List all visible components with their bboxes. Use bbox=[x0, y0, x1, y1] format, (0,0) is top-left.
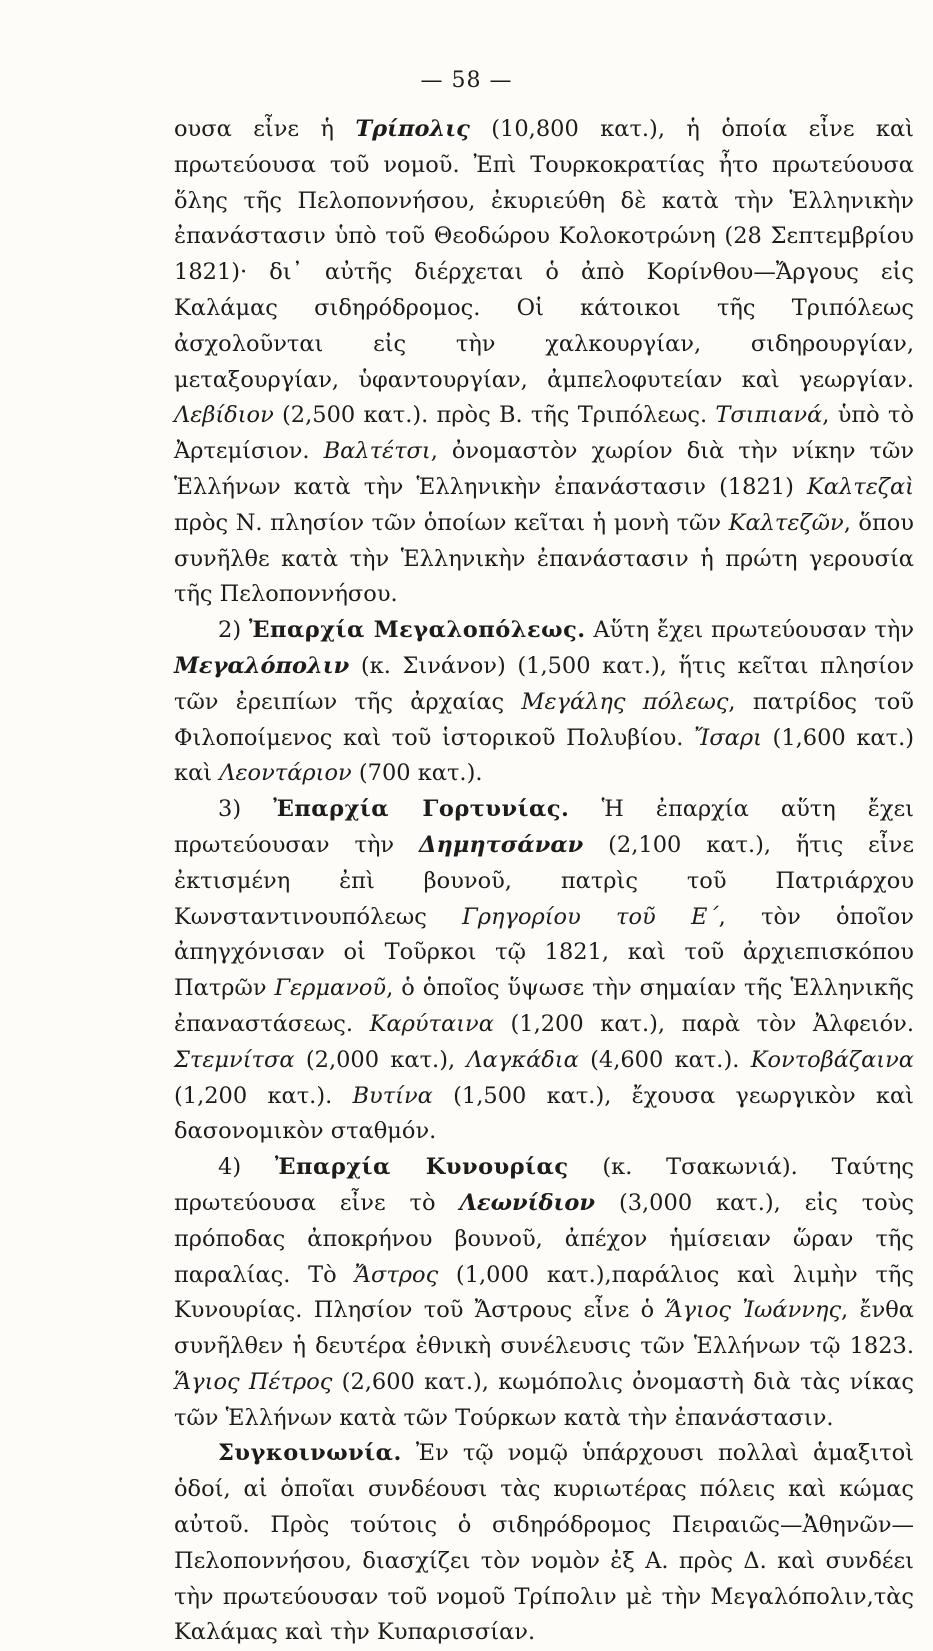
place-name: Γρηγορίου τοῦ Ε΄ bbox=[462, 903, 719, 930]
text-run: (1,500 κατ.), ἔχουσα γεωργικὸν καὶ δασονομικὸν σταθμόν. bbox=[174, 1082, 914, 1145]
place-name: Καρύταινα bbox=[369, 1010, 494, 1037]
text-run: Αὕτη ἔχει πρωτεύουσαν τὴν bbox=[585, 617, 915, 644]
place-name: Ἴσαρι bbox=[694, 724, 762, 751]
paragraph-transport bbox=[174, 1436, 914, 1651]
place-name: Μεγάλης πόλεως bbox=[521, 688, 729, 715]
place-name: Τσιπιανά bbox=[715, 402, 823, 429]
text-run: , ὁ ὁποῖος ὕψωσε τὴν σημαίαν τῆς Ἑλληνικῆς ἐπαναστάσεως. bbox=[174, 975, 915, 1037]
text-run: (2,000 κατ.), bbox=[294, 1046, 467, 1073]
place-name: Βαλτέτσι bbox=[323, 438, 431, 465]
text-run: (4,600 κατ.). bbox=[578, 1046, 751, 1073]
place-name: Λεβίδιον bbox=[174, 402, 274, 429]
text-run: (2,500 κατ.). πρὸς Β. τῆς Τριπόλεως. bbox=[273, 402, 716, 429]
text-run: , τὸν ὁποῖον ἀπηγχόνισαν οἱ Τοῦρκοι τῷ 1821, καὶ τοῦ ἀρχιεπισκόπου Πατρῶν bbox=[174, 903, 914, 1002]
text-run: (1,600 κατ.) καὶ bbox=[174, 724, 914, 787]
text-run: , ὅπου συνῆλθε κατὰ τὴν Ἑλληνικὴν ἐπανάστασιν ἡ πρώτη γερουσία τῆς Πελοποννήσου. bbox=[174, 509, 914, 608]
text-run: , ὀνομαστὸν χωρίον διὰ τὴν νίκην τῶν Ἑλλήνων κατὰ τὴν Ἑλληνικὴν ἐπανάστασιν (1821) bbox=[174, 438, 914, 500]
place-name: Ἄστρος bbox=[354, 1261, 439, 1288]
place-name: Καλτεζῶν bbox=[728, 509, 844, 536]
place-name: Κοντοβάζαινα bbox=[750, 1046, 914, 1073]
text-run: (2,100 κατ.), ἥτις εἶνε ἐκτισμένη ἐπὶ βουνοῦ, πατρὶς τοῦ Πατριάρχου Κωνσταντινουπόλεως bbox=[174, 831, 914, 930]
text-run: πρὸς Ν. πλησίον τῶν ὁποίων κεῖται ἡ μονὴ τῶν bbox=[174, 509, 729, 536]
text-run: 3) bbox=[218, 796, 274, 823]
place-name: Ἅγιος Πέτρος bbox=[174, 1368, 333, 1395]
page-number: — 58 — bbox=[420, 68, 513, 93]
text-run: (1,200 κατ.), παρὰ τὸν Ἀλφειόν. bbox=[493, 1010, 914, 1037]
text-run: 2) bbox=[218, 617, 249, 644]
text-run: Ἡ ἐπαρχία αὕτη ἔχει πρωτεύουσαν τὴν bbox=[174, 796, 914, 858]
place-name: Γερμανοῦ bbox=[274, 975, 387, 1002]
place-name: Λαγκάδια bbox=[466, 1046, 579, 1073]
place-name-main: Δημητσάναν bbox=[419, 831, 584, 858]
place-name: Ἅγιος Ἰωάννης bbox=[665, 1297, 842, 1324]
page-body bbox=[174, 112, 914, 1651]
text-run: (1,000 κατ.),παράλιος καὶ λιμὴν τῆς Κυνουρίας. Πλησίον τοῦ Ἄστρους εἶνε ὁ bbox=[174, 1261, 914, 1324]
text-run: (1,200 κατ.). bbox=[174, 1082, 353, 1109]
place-name-main: Τρίπολις bbox=[355, 116, 470, 142]
text-run: (κ. Σινάνον) (1,500 κατ.), ἥτις κεῖται πλησίον τῶν ἐρειπίων τῆς ἀρχαίας bbox=[174, 652, 914, 715]
place-name-main: Λεωνίδιον bbox=[459, 1189, 596, 1216]
text-run: 4) bbox=[218, 1154, 275, 1181]
text-run: (3,000 κατ.), εἰς τοὺς πρόποδας ἀποκρήνου βουνοῦ, ἀπέχον ἡμίσειαν ὥραν τῆς παραλίας. Τὸ bbox=[174, 1189, 914, 1288]
text-run: , ὑπὸ τὸ Ἀρτεμίσιον. bbox=[174, 402, 914, 465]
place-name: Λεοντάριον bbox=[219, 760, 352, 787]
text-run: (κ. Τσακωνιά). Ταύτης πρωτεύουσα εἶνε τὸ bbox=[174, 1154, 914, 1216]
place-name: Καλτεζαὶ bbox=[807, 473, 914, 500]
place-name: Βυτίνα bbox=[352, 1082, 433, 1109]
section-heading: Συγκοινωνία. bbox=[218, 1440, 402, 1467]
paragraph-megalopolis bbox=[174, 613, 914, 792]
section-heading: Ἐπαρχία Γορτυνίας. bbox=[273, 796, 570, 823]
text-run: (2,600 κατ.), κωμόπολις ὀνομαστὴ διὰ τὰς νίκας τῶν Ἑλλήνων κατὰ τῶν Τούρκων κατὰ τὴν ἐπανάστασιν. bbox=[174, 1368, 914, 1431]
text-run: Ἐν τῷ νομῷ ὑπάρχουσι πολλαὶ ἁμαξιτοὶ ὁδοί, αἱ ὁποῖαι συνδέουσι τὰς κυριωτέρας πόλεις καὶ κώμας αὐτοῦ. Πρὸς τούτοις ὁ σιδηρόδρομος Πειραιῶς—Ἀθηνῶν—Πελοποννήσου, διασχίζει τὸν νομὸν ἐξ Α. πρὸς Δ. καὶ συνδέει τὴν πρωτεύουσαν τοῦ νομοῦ Τρίπολιν μὲ τὴν Μεγαλόπολιν,τὰς Καλάμας καὶ τὴν Κυπαρισσίαν. bbox=[174, 1440, 914, 1646]
section-heading: Ἐπαρχία Κυνουρίας bbox=[274, 1154, 569, 1181]
paragraph-gortynia bbox=[174, 792, 914, 1150]
place-name: Στεμνίτσα bbox=[174, 1046, 295, 1073]
text-run: (10,800 κατ.), ἡ ὁποία εἶνε καὶ πρωτεύουσα τοῦ νομοῦ. Ἐπὶ Τουρκοκρατίας ἦτο πρωτεύουσα ὅλης τῆς Πελοποννήσου, ἐκυριεύθη δὲ κατὰ τὴν Ἑλληνικὴν ἐπανάστασιν ὑπὸ τοῦ Θεοδώρου Κολοκοτρώνη (28 Σεπτεμβρίου 1821)· δι᾽ αὐτῆς διέρχεται ὁ ἀπὸ Κορίνθου—Ἄργους εἰς Καλάμας σιδηρόδρομος. Οἱ κάτοικοι τῆς Τριπόλεως ἀσχολοῦνται εἰς τὴν χαλκουργίαν, σιδηρουργίαν, μεταξουργίαν, ὑφαντουργίαν, ἀμπελοφυτείαν καὶ γεωργίαν. bbox=[174, 116, 914, 393]
section-heading: Ἐπαρχία Μεγαλοπόλεως. bbox=[248, 617, 586, 644]
text-run: , πατρίδος τοῦ Φιλοποίμενος καὶ τοῦ ἱστορικοῦ Πολυβίου. bbox=[174, 688, 914, 751]
text-run: (700 κατ.). bbox=[351, 760, 483, 787]
place-name-main: Μεγαλόπολιν bbox=[174, 652, 350, 679]
paragraph-tripoli bbox=[174, 112, 914, 613]
text-run: , ἔνθα συνῆλθεν ἡ δευτέρα ἐθνικὴ συνέλευσις τῶν Ἑλλήνων τῷ 1823. bbox=[174, 1297, 915, 1360]
paragraph-kynouria bbox=[174, 1150, 914, 1436]
text-run: ουσα εἶνε ἡ bbox=[174, 116, 356, 142]
